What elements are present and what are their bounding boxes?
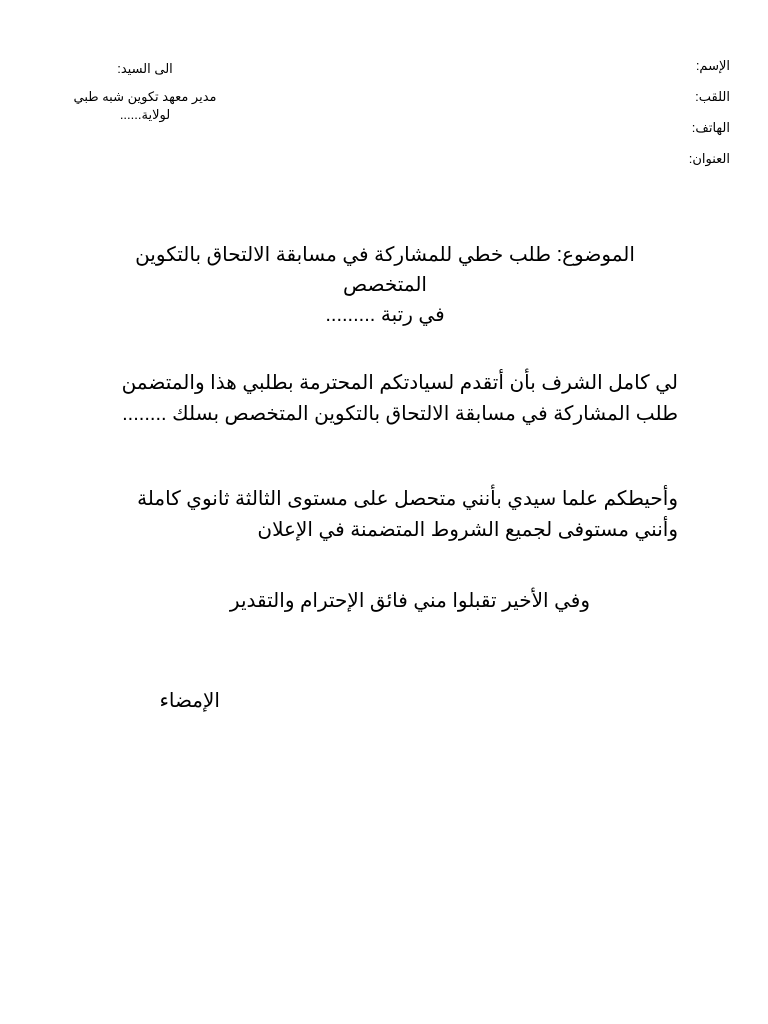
name-label: الإسم: [695,58,730,73]
body-paragraph-1: لي كامل الشرف بأن أتقدم لسيادتكم المحترمة بطلبي هذا والمتضمن طلب المشاركة في مسابقة الالتحاق بالتكوين المتخصص بسلك ........ [121,372,678,425]
recipient-to-label: الى السيد: [117,61,173,76]
recipient-line-2: لولاية...... [119,107,171,122]
body-paragraph-2: وأحيطكم علما سيدي بأنني متحصل على مستوى الثالثة ثانوي كاملة وأنني مستوفى لجميع الشروط المتضمنة في الإعلان [137,488,678,541]
title-label: اللقب: [695,89,730,104]
address-label: العنوان: [688,151,730,166]
sender-info [530,50,730,174]
signature-label: الإمضاء [159,690,220,712]
subject-line-2: المتخصص [342,274,427,296]
closing-paragraph: وفي الأخير تقبلوا مني فائق الإحترام والتقدير [229,590,590,612]
subject-block [90,240,680,330]
recipient-info [50,60,240,124]
recipient-line-1: مدير معهد تكوين شبه طبي [73,89,217,104]
subject-line-1: الموضوع: طلب خطي للمشاركة في مسابقة الالتحاق بالتكوين [135,244,635,266]
phone-label: الهاتف: [691,120,730,135]
subject-line-3: في رتبة ......... [325,304,445,326]
